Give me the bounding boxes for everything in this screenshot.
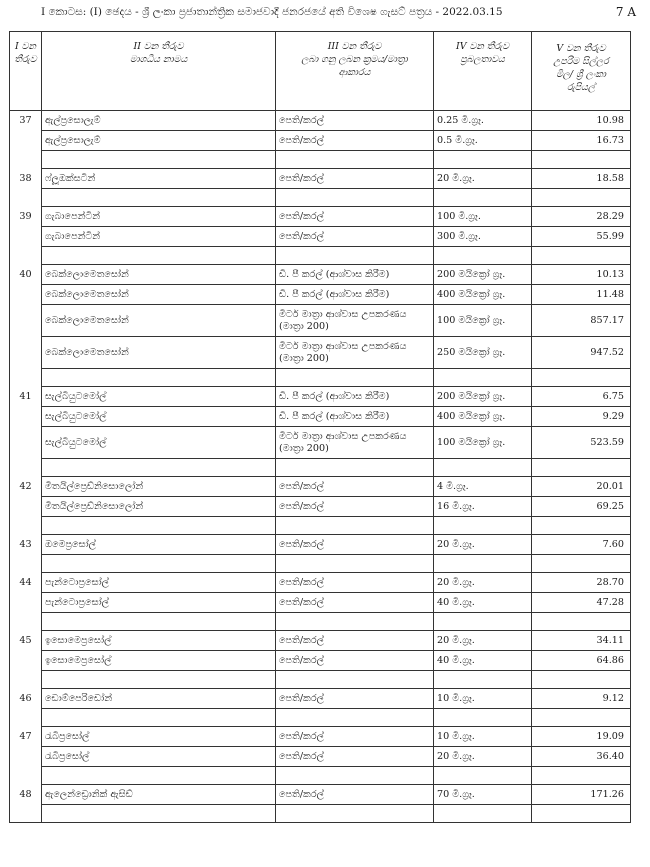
price-cell: 6.75 xyxy=(532,387,631,407)
strength-cell: 200 මයික්‍රෝ ග්‍රෑ. xyxy=(434,265,532,285)
table-row xyxy=(10,265,631,285)
dosage-form-cell: ඩී. පී කරල් (ආශ්වාස කිරීම) xyxy=(276,407,434,427)
spacer-row xyxy=(10,555,631,573)
table-row xyxy=(10,387,631,407)
item-number-cell: 41 xyxy=(10,387,42,407)
spacer-cell xyxy=(276,517,434,535)
spacer-cell xyxy=(434,805,532,823)
gazette-header-title: I කොටස: (I) ඡෙදය - ශ්‍රී ලංකා ප්‍රජාතාන්ත්‍රික සමාජවාදී ජනරජයේ අති විශෙෂ ගැසට් පත්‍රය - 2022.03.15 xyxy=(41,6,503,18)
spacer-cell xyxy=(10,369,42,387)
price-cell: 10.98 xyxy=(532,111,631,131)
spacer-cell xyxy=(532,247,631,265)
spacer-cell xyxy=(42,613,276,631)
column-header-5-line3: මිල/ ශ්‍රී ලංකා xyxy=(556,69,606,80)
spacer-row xyxy=(10,805,631,823)
item-number-cell: 45 xyxy=(10,631,42,651)
spacer-cell xyxy=(434,247,532,265)
table-row xyxy=(10,337,631,369)
item-number-cell xyxy=(10,407,42,427)
item-number-cell xyxy=(10,593,42,613)
column-header-3-line3: ආකාරය xyxy=(338,67,371,78)
price-cell: 20.01 xyxy=(532,477,631,497)
dosage-form-cell: මීටර් මාත්‍රා ආශ්වාස උපකරණය (මාත්‍රා 200) xyxy=(276,337,434,369)
table-row xyxy=(10,427,631,459)
table-row xyxy=(10,593,631,613)
spacer-cell xyxy=(434,189,532,207)
strength-cell: 20 මි.ග්‍රෑ. xyxy=(434,631,532,651)
dosage-form-cell: පෙති/කරල් xyxy=(276,573,434,593)
spacer-cell xyxy=(276,151,434,169)
drug-name-cell: රැබිප්‍රසෝල් xyxy=(42,747,276,767)
dosage-form-cell: මීටර් මාත්‍රා ආශ්වාස උපකරණය (මාත්‍රා 200) xyxy=(276,427,434,459)
price-cell: 9.29 xyxy=(532,407,631,427)
drug-name-cell: බෙක්ලොමෙතසෝන් xyxy=(42,285,276,305)
spacer-cell xyxy=(276,767,434,785)
drug-name-cell: බෙක්ලොමෙතසෝන් xyxy=(42,337,276,369)
table-row xyxy=(10,689,631,709)
table-row xyxy=(10,573,631,593)
column-header-4-line2: ප්‍රබලතාවය xyxy=(460,54,505,65)
dosage-form-cell: මීටර් මාත්‍රා ආශ්වාස උපකරණය (මාත්‍රා 200) xyxy=(276,305,434,337)
price-cell: 857.17 xyxy=(532,305,631,337)
price-cell: 55.99 xyxy=(532,227,631,247)
price-cell: 10.13 xyxy=(532,265,631,285)
spacer-cell xyxy=(10,459,42,477)
price-cell: 19.09 xyxy=(532,727,631,747)
price-cell: 16.73 xyxy=(532,131,631,151)
spacer-cell xyxy=(276,671,434,689)
price-cell: 947.52 xyxy=(532,337,631,369)
table-row xyxy=(10,785,631,805)
table-row xyxy=(10,207,631,227)
drug-name-cell: ඇල්ප්‍රසොලැම් xyxy=(42,131,276,151)
price-table xyxy=(9,31,631,823)
item-number-cell xyxy=(10,427,42,459)
drug-name-cell: ඔමෙප්‍රසෝල් xyxy=(42,535,276,555)
drug-name-cell: රැබිප්‍රසෝල් xyxy=(42,727,276,747)
dosage-form-cell: පෙති/කරල් xyxy=(276,169,434,189)
strength-cell: 20 මි.ග්‍රෑ. xyxy=(434,747,532,767)
spacer-cell xyxy=(532,767,631,785)
dosage-form-cell: ඩී. පී කරල් (ආශ්වාස කිරීම) xyxy=(276,265,434,285)
column-header-2 xyxy=(42,32,276,111)
spacer-row xyxy=(10,709,631,727)
dosage-form-cell: පෙති/කරල් xyxy=(276,785,434,805)
strength-cell: 10 මි.ග්‍රෑ. xyxy=(434,727,532,747)
table-row xyxy=(10,305,631,337)
table-row xyxy=(10,497,631,517)
strength-cell: 20 මි.ග්‍රෑ. xyxy=(434,573,532,593)
strength-cell: 16 මි.ග්‍රෑ. xyxy=(434,497,532,517)
spacer-cell xyxy=(532,151,631,169)
spacer-cell xyxy=(10,767,42,785)
strength-cell: 0.5 මි.ග්‍රෑ. xyxy=(434,131,532,151)
drug-name-cell: ෆ්ලූඔක්සටින් xyxy=(42,169,276,189)
spacer-cell xyxy=(10,151,42,169)
spacer-cell xyxy=(434,709,532,727)
strength-cell: 0.25 මි.ග්‍රෑ. xyxy=(434,111,532,131)
drug-name-cell: ඉසොමෙප්‍රසෝල් xyxy=(42,631,276,651)
price-cell: 171.26 xyxy=(532,785,631,805)
strength-cell: 100 මයික්‍රෝ ග්‍රෑ. xyxy=(434,427,532,459)
drug-name-cell: බෙක්ලොමෙතසෝන් xyxy=(42,305,276,337)
drug-name-cell: බෙක්ලොමෙතසෝන් xyxy=(42,265,276,285)
price-cell: 34.11 xyxy=(532,631,631,651)
spacer-cell xyxy=(42,805,276,823)
spacer-cell xyxy=(276,613,434,631)
strength-cell: 10 මි.ග්‍රෑ. xyxy=(434,689,532,709)
spacer-cell xyxy=(42,709,276,727)
column-header-5 xyxy=(532,32,631,111)
item-number-cell: 39 xyxy=(10,207,42,227)
spacer-row xyxy=(10,151,631,169)
spacer-cell xyxy=(532,671,631,689)
dosage-form-cell: පෙති/කරල් xyxy=(276,477,434,497)
table-row xyxy=(10,285,631,305)
gazette-header xyxy=(0,0,650,28)
spacer-cell xyxy=(10,247,42,265)
item-number-cell: 48 xyxy=(10,785,42,805)
table-body xyxy=(10,111,631,823)
spacer-cell xyxy=(276,189,434,207)
table-row xyxy=(10,727,631,747)
column-header-4 xyxy=(434,32,532,111)
strength-cell: 20 මි.ග්‍රෑ. xyxy=(434,169,532,189)
drug-name-cell: පැන්ටොප්‍රසෝල් xyxy=(42,573,276,593)
drug-name-cell: ගැබාපෙන්ටින් xyxy=(42,207,276,227)
spacer-cell xyxy=(532,805,631,823)
spacer-cell xyxy=(532,459,631,477)
table-row xyxy=(10,651,631,671)
dosage-form-cell: ඩී. පී කරල් (ආශ්වාස කිරීම) xyxy=(276,285,434,305)
dosage-form-cell: පෙති/කරල් xyxy=(276,207,434,227)
column-header-2-line1: II වන තීරුව xyxy=(133,41,184,52)
spacer-row xyxy=(10,767,631,785)
spacer-row xyxy=(10,459,631,477)
spacer-cell xyxy=(434,517,532,535)
table-row xyxy=(10,169,631,189)
spacer-row xyxy=(10,189,631,207)
table-row xyxy=(10,631,631,651)
item-number-cell xyxy=(10,227,42,247)
spacer-row xyxy=(10,517,631,535)
spacer-cell xyxy=(532,613,631,631)
column-header-3-line2: ලබා ගනු ලබන ක්‍රමය/මාත්‍රා xyxy=(301,54,408,65)
strength-cell: 400 මයික්‍රෝ ග්‍රෑ. xyxy=(434,285,532,305)
column-header-2-line2: මාශධීය නාමය xyxy=(129,54,188,65)
spacer-cell xyxy=(276,247,434,265)
spacer-cell xyxy=(10,517,42,535)
item-number-cell xyxy=(10,305,42,337)
spacer-cell xyxy=(434,459,532,477)
table-row xyxy=(10,111,631,131)
column-header-1-line2: තීරුව xyxy=(14,54,37,65)
strength-cell: 100 මි.ග්‍රෑ. xyxy=(434,207,532,227)
item-number-cell xyxy=(10,651,42,671)
spacer-row xyxy=(10,247,631,265)
strength-cell: 250 මයික්‍රෝ ග්‍රෑ. xyxy=(434,337,532,369)
column-header-5-line4: රුපියල් xyxy=(566,82,596,93)
strength-cell: 20 මි.ග්‍රෑ. xyxy=(434,535,532,555)
column-header-4-line1: IV වන තීරුව xyxy=(456,41,509,52)
drug-name-cell: පැන්ටොප්‍රසෝල් xyxy=(42,593,276,613)
spacer-cell xyxy=(10,709,42,727)
drug-name-cell: මීතයිල්ප්‍රෙඩ්නිසොලෝන් xyxy=(42,497,276,517)
spacer-cell xyxy=(42,369,276,387)
item-number-cell: 46 xyxy=(10,689,42,709)
drug-name-cell: ගැබාපෙන්ටින් xyxy=(42,227,276,247)
spacer-cell xyxy=(434,767,532,785)
item-number-cell: 44 xyxy=(10,573,42,593)
item-number-cell: 47 xyxy=(10,727,42,747)
spacer-cell xyxy=(10,189,42,207)
strength-cell: 40 මි.ග්‍රෑ. xyxy=(434,593,532,613)
dosage-form-cell: පෙති/කරල් xyxy=(276,131,434,151)
price-cell: 523.59 xyxy=(532,427,631,459)
spacer-cell xyxy=(42,151,276,169)
dosage-form-cell: පෙති/කරල් xyxy=(276,497,434,517)
table-row xyxy=(10,535,631,555)
table-row xyxy=(10,227,631,247)
item-number-cell: 40 xyxy=(10,265,42,285)
column-header-3 xyxy=(276,32,434,111)
strength-cell: 4 මි.ග්‍රෑ. xyxy=(434,477,532,497)
price-cell: 28.70 xyxy=(532,573,631,593)
spacer-cell xyxy=(42,459,276,477)
spacer-cell xyxy=(42,517,276,535)
dosage-form-cell: පෙති/කරල් xyxy=(276,111,434,131)
item-number-cell: 43 xyxy=(10,535,42,555)
price-cell: 36.40 xyxy=(532,747,631,767)
spacer-cell xyxy=(42,671,276,689)
table-row xyxy=(10,131,631,151)
column-header-1 xyxy=(10,32,42,111)
item-number-cell xyxy=(10,497,42,517)
column-header-5-line2: උපරිම සිල්ලර xyxy=(553,56,609,67)
dosage-form-cell: පෙති/කරල් xyxy=(276,227,434,247)
spacer-cell xyxy=(434,555,532,573)
spacer-cell xyxy=(276,369,434,387)
table-row xyxy=(10,477,631,497)
dosage-form-cell: පෙති/කරල් xyxy=(276,651,434,671)
item-number-cell xyxy=(10,337,42,369)
drug-name-cell: ඇලෙන්ඩ්‍රොනික් ඇසිඩ් xyxy=(42,785,276,805)
item-number-cell xyxy=(10,131,42,151)
spacer-cell xyxy=(276,709,434,727)
strength-cell: 40 මි.ග්‍රෑ. xyxy=(434,651,532,671)
spacer-cell xyxy=(532,709,631,727)
table-header xyxy=(10,32,631,111)
spacer-cell xyxy=(434,671,532,689)
spacer-cell xyxy=(532,517,631,535)
price-cell: 11.48 xyxy=(532,285,631,305)
item-number-cell: 37 xyxy=(10,111,42,131)
price-cell: 69.25 xyxy=(532,497,631,517)
dosage-form-cell: පෙති/කරල් xyxy=(276,689,434,709)
spacer-row xyxy=(10,671,631,689)
drug-name-cell: ඉසොමෙප්‍රසෝල් xyxy=(42,651,276,671)
drug-name-cell: සැල්බියුටමෝල් xyxy=(42,387,276,407)
drug-name-cell: ඇල්ප්‍රසොලැම් xyxy=(42,111,276,131)
drug-name-cell: මීතයිල්ප්‍රෙඩ්නිසොලෝන් xyxy=(42,477,276,497)
item-number-cell xyxy=(10,285,42,305)
strength-cell: 300 මි.ග්‍රෑ. xyxy=(434,227,532,247)
dosage-form-cell: පෙති/කරල් xyxy=(276,631,434,651)
price-cell: 18.58 xyxy=(532,169,631,189)
spacer-cell xyxy=(532,555,631,573)
column-header-1-line1: I වන xyxy=(14,41,37,52)
spacer-cell xyxy=(10,805,42,823)
drug-name-cell: සැල්බියුටමෝල් xyxy=(42,427,276,459)
strength-cell: 200 මයික්‍රෝ ග්‍රෑ. xyxy=(434,387,532,407)
spacer-cell xyxy=(10,555,42,573)
page-number: 7 A xyxy=(615,5,636,19)
item-number-cell xyxy=(10,747,42,767)
spacer-cell xyxy=(10,613,42,631)
spacer-cell xyxy=(42,247,276,265)
strength-cell: 100 මයික්‍රෝ ග්‍රෑ. xyxy=(434,305,532,337)
dosage-form-cell: පෙති/කරල් xyxy=(276,593,434,613)
spacer-cell xyxy=(42,189,276,207)
spacer-row xyxy=(10,369,631,387)
spacer-cell xyxy=(532,369,631,387)
price-cell: 47.28 xyxy=(532,593,631,613)
dosage-form-cell: පෙති/කරල් xyxy=(276,747,434,767)
price-cell: 64.86 xyxy=(532,651,631,671)
column-header-5-line1: V වන තීරුව xyxy=(556,43,606,54)
spacer-cell xyxy=(276,805,434,823)
column-header-3-line1: III වන තීරුව xyxy=(327,41,382,52)
dosage-form-cell: ඩී. පී කරල් (ආශ්වාස කිරීම) xyxy=(276,387,434,407)
strength-cell: 70 මි.ග්‍රෑ. xyxy=(434,785,532,805)
price-cell: 9.12 xyxy=(532,689,631,709)
spacer-cell xyxy=(276,555,434,573)
drug-name-cell: සැල්බියුටමෝල් xyxy=(42,407,276,427)
table-row xyxy=(10,407,631,427)
strength-cell: 400 මයික්‍රෝ ග්‍රෑ. xyxy=(434,407,532,427)
spacer-cell xyxy=(434,613,532,631)
spacer-cell xyxy=(434,369,532,387)
price-cell: 7.60 xyxy=(532,535,631,555)
item-number-cell: 38 xyxy=(10,169,42,189)
spacer-cell xyxy=(10,671,42,689)
price-cell: 28.29 xyxy=(532,207,631,227)
dosage-form-cell: පෙති/කරල් xyxy=(276,535,434,555)
table-row xyxy=(10,747,631,767)
spacer-cell xyxy=(276,459,434,477)
item-number-cell: 42 xyxy=(10,477,42,497)
spacer-cell xyxy=(42,767,276,785)
spacer-cell xyxy=(42,555,276,573)
spacer-row xyxy=(10,613,631,631)
spacer-cell xyxy=(434,151,532,169)
drug-name-cell: ඩොම්පෙරිඩෝන් xyxy=(42,689,276,709)
dosage-form-cell: පෙති/කරල් xyxy=(276,727,434,747)
spacer-cell xyxy=(532,189,631,207)
